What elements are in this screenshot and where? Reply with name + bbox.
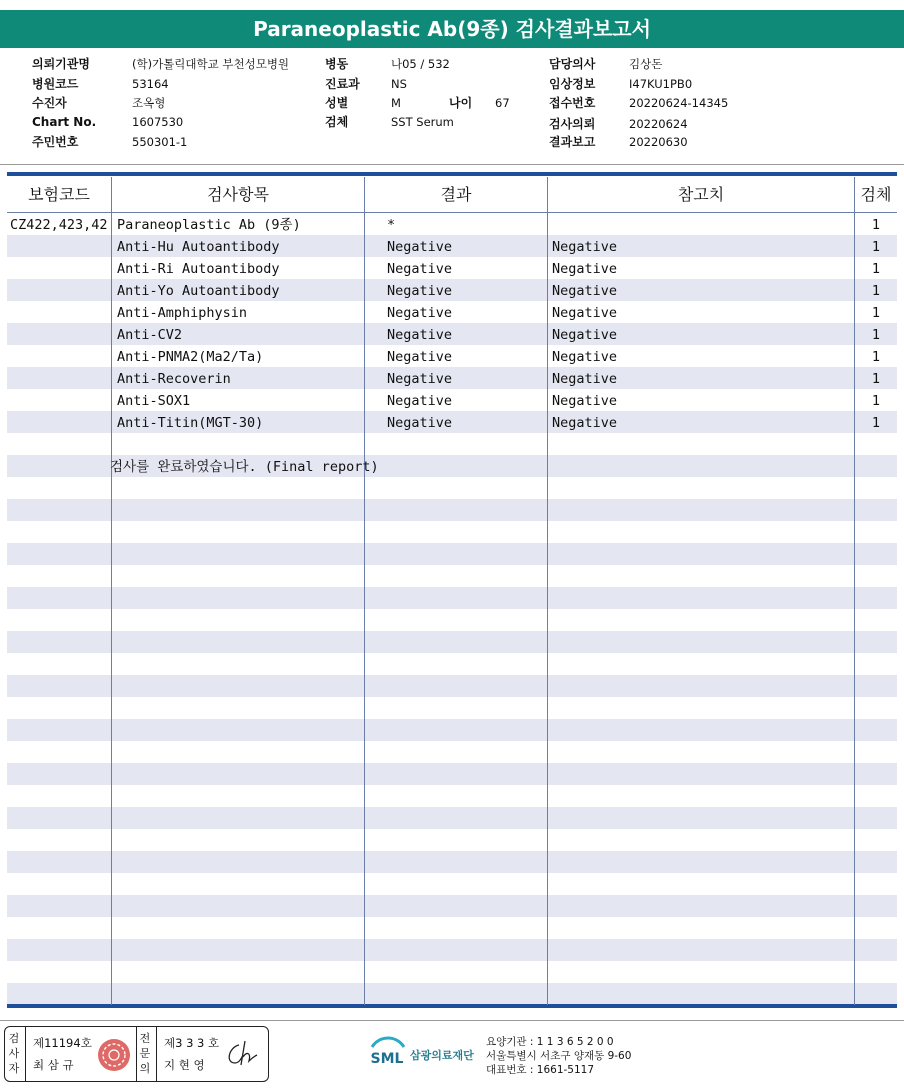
row-stripe bbox=[7, 631, 897, 653]
info-value: 53164 bbox=[132, 77, 169, 91]
row-stripe bbox=[7, 675, 897, 697]
row-stripe bbox=[7, 829, 897, 851]
info-label: 주민번호 bbox=[32, 135, 79, 149]
org-address: 서울특별시 서초구 양재동 9-60 bbox=[486, 1050, 632, 1062]
cell-specimen: 1 bbox=[871, 305, 881, 321]
cell-result: Negative bbox=[387, 349, 453, 365]
info-row bbox=[549, 115, 688, 132]
final-report-note: 검사를 완료하였습니다. (Final report) bbox=[110, 459, 379, 475]
row-stripe bbox=[7, 719, 897, 741]
cell-code bbox=[10, 324, 111, 346]
inspector-number: 제11194호 bbox=[33, 1036, 92, 1050]
cell-item: Anti-SOX1 bbox=[117, 393, 191, 409]
cell-specimen: 1 bbox=[871, 415, 881, 431]
seal-icon bbox=[95, 1036, 133, 1074]
age-label: 나이 bbox=[449, 96, 473, 110]
header-result: 결과 bbox=[440, 185, 472, 204]
specialist-number: 제3 3 3 호 bbox=[164, 1036, 220, 1050]
cell-code: CZ422,423,42 bbox=[10, 217, 108, 233]
info-row bbox=[549, 94, 728, 111]
info-label: 의뢰기관명 bbox=[32, 57, 90, 71]
info-label: Chart No. bbox=[32, 115, 97, 129]
cell-result: Negative bbox=[387, 393, 453, 409]
cell-reference: Negative bbox=[552, 327, 618, 343]
info-label: 병원코드 bbox=[32, 77, 79, 91]
cell-result: Negative bbox=[387, 305, 453, 321]
info-label: 임상정보 bbox=[549, 77, 596, 91]
specialist-label: 전 문 의 bbox=[139, 1032, 151, 1075]
row-stripe bbox=[7, 895, 897, 917]
info-label: 성별 bbox=[325, 96, 349, 110]
info-row bbox=[325, 94, 401, 111]
row-stripe bbox=[7, 433, 897, 455]
info-value: 나05 / 532 bbox=[391, 57, 450, 71]
row-stripe bbox=[7, 741, 897, 763]
col-divider bbox=[547, 177, 548, 1005]
cell-reference: Negative bbox=[552, 283, 618, 299]
sml-logo-icon bbox=[366, 1033, 408, 1075]
row-stripe bbox=[7, 543, 897, 565]
cell-code bbox=[10, 302, 111, 324]
cell-code bbox=[10, 280, 111, 302]
col-divider bbox=[364, 177, 365, 1005]
row-stripe bbox=[7, 697, 897, 719]
row-stripe bbox=[7, 763, 897, 785]
cell-reference: Negative bbox=[552, 305, 618, 321]
cell-code bbox=[10, 412, 111, 434]
cell-specimen: 1 bbox=[871, 349, 881, 365]
cell-item: Anti-Titin(MGT-30) bbox=[117, 415, 264, 431]
cell-result: Negative bbox=[387, 239, 453, 255]
info-value: 1607530 bbox=[132, 115, 184, 129]
row-stripe bbox=[7, 961, 897, 983]
info-row bbox=[549, 55, 662, 72]
header-reference: 참고치 bbox=[677, 185, 725, 204]
results-table bbox=[7, 172, 897, 1010]
info-divider bbox=[0, 164, 904, 165]
info-value: 조옥형 bbox=[132, 96, 166, 110]
report-title: Paraneoplastic Ab(9종) 검사결과보고서 bbox=[0, 10, 904, 48]
cell-item: Anti-Ri Autoantibody bbox=[117, 261, 280, 277]
info-value: 20220630 bbox=[629, 135, 688, 149]
sign-divider bbox=[136, 1027, 137, 1081]
info-label: 수진자 bbox=[32, 96, 67, 110]
cell-item: Paraneoplastic Ab (9종) bbox=[117, 217, 301, 233]
header-divider bbox=[7, 212, 897, 213]
cell-item: Anti-PNMA2(Ma2/Ta) bbox=[117, 349, 264, 365]
cell-specimen: 1 bbox=[871, 261, 881, 277]
cell-reference: Negative bbox=[552, 261, 618, 277]
cell-result: Negative bbox=[387, 371, 453, 387]
org-phone: 대표번호 : 1661-5117 bbox=[486, 1064, 595, 1076]
info-value: 20220624 bbox=[629, 117, 688, 131]
cell-specimen: 1 bbox=[871, 217, 881, 233]
row-stripe bbox=[7, 653, 897, 675]
row-stripe bbox=[7, 521, 897, 543]
cell-specimen: 1 bbox=[871, 327, 881, 343]
cell-reference bbox=[552, 214, 852, 236]
info-label: 검사의뢰 bbox=[549, 117, 596, 131]
cell-code bbox=[10, 390, 111, 412]
specialist-name: 지 현 영 bbox=[164, 1058, 205, 1072]
info-row bbox=[32, 115, 183, 129]
row-stripe bbox=[7, 983, 897, 1005]
info-row bbox=[325, 75, 407, 92]
cell-item: Anti-CV2 bbox=[117, 327, 183, 343]
footer-divider bbox=[0, 1020, 904, 1021]
row-stripe bbox=[7, 851, 897, 873]
info-value: M bbox=[391, 96, 401, 110]
cell-code bbox=[10, 258, 111, 280]
cell-item: Anti-Yo Autoantibody bbox=[117, 283, 280, 299]
info-row bbox=[32, 94, 165, 111]
sign-divider bbox=[25, 1027, 26, 1081]
row-stripe bbox=[7, 873, 897, 895]
sml-logo-text: SML bbox=[370, 1051, 404, 1067]
cell-reference: Negative bbox=[552, 415, 618, 431]
table-top-rule bbox=[7, 172, 897, 176]
info-row bbox=[549, 133, 688, 150]
cell-code bbox=[10, 236, 111, 258]
info-value: SST Serum bbox=[391, 115, 454, 129]
cell-code bbox=[10, 368, 111, 390]
cell-item: Anti-Recoverin bbox=[117, 371, 231, 387]
inspector-name: 최 삼 규 bbox=[33, 1058, 74, 1072]
info-label: 진료과 bbox=[325, 77, 360, 91]
cell-result: Negative bbox=[387, 415, 453, 431]
info-value: 20220624-14345 bbox=[629, 96, 729, 110]
inspector-label: 검 사 자 bbox=[8, 1032, 20, 1075]
info-label: 담당의사 bbox=[549, 57, 596, 71]
cell-specimen: 1 bbox=[871, 371, 881, 387]
cell-result: Negative bbox=[387, 261, 453, 277]
row-stripe bbox=[7, 565, 897, 587]
col-divider bbox=[111, 177, 112, 1005]
signature-icon bbox=[223, 1037, 263, 1071]
org-info bbox=[486, 1035, 631, 1077]
info-row bbox=[325, 55, 450, 72]
row-stripe bbox=[7, 587, 897, 609]
info-row bbox=[32, 55, 289, 72]
row-stripe bbox=[7, 499, 897, 521]
info-label: 병동 bbox=[325, 57, 349, 71]
cell-reference: Negative bbox=[552, 371, 618, 387]
table-bottom-rule bbox=[7, 1004, 897, 1008]
cell-specimen: 1 bbox=[871, 393, 881, 409]
cell-result: * bbox=[387, 217, 396, 233]
signature-box bbox=[4, 1026, 269, 1082]
info-label: 접수번호 bbox=[549, 96, 596, 110]
info-row bbox=[549, 75, 692, 92]
cell-specimen: 1 bbox=[871, 239, 881, 255]
row-stripe bbox=[7, 939, 897, 961]
info-row bbox=[325, 113, 454, 130]
info-row bbox=[32, 75, 169, 92]
row-stripe bbox=[7, 609, 897, 631]
row-stripe bbox=[7, 477, 897, 499]
header-specimen: 검체 bbox=[860, 185, 892, 204]
header-item: 검사항목 bbox=[207, 185, 269, 204]
cell-result: Negative bbox=[387, 283, 453, 299]
header-code: 보험코드 bbox=[28, 185, 90, 204]
age-value: 67 bbox=[495, 96, 510, 110]
info-value: I47KU1PB0 bbox=[629, 77, 693, 91]
sign-divider bbox=[156, 1027, 157, 1081]
info-value: 550301-1 bbox=[132, 135, 188, 149]
info-label: 결과보고 bbox=[549, 135, 596, 149]
cell-code bbox=[10, 346, 111, 368]
cell-reference: Negative bbox=[552, 393, 618, 409]
org-code: 요양기관 : 1 1 3 6 5 2 0 0 bbox=[486, 1036, 614, 1048]
cell-result: Negative bbox=[387, 327, 453, 343]
cell-reference: Negative bbox=[552, 349, 618, 365]
row-stripe bbox=[7, 785, 897, 807]
info-row-age bbox=[449, 94, 510, 111]
info-value: (학)가톨릭대학교 부천성모병원 bbox=[132, 57, 290, 71]
info-value: 김상돈 bbox=[629, 57, 663, 71]
info-value: NS bbox=[391, 77, 407, 91]
cell-reference: Negative bbox=[552, 239, 618, 255]
cell-item: Anti-Amphiphysin bbox=[117, 305, 248, 321]
org-name: 삼광의료재단 bbox=[410, 1049, 474, 1062]
cell-specimen: 1 bbox=[871, 283, 881, 299]
info-label: 검체 bbox=[325, 115, 349, 129]
cell-item: Anti-Hu Autoantibody bbox=[117, 239, 280, 255]
row-stripe bbox=[7, 917, 897, 939]
info-row bbox=[32, 133, 187, 150]
row-stripe bbox=[7, 807, 897, 829]
